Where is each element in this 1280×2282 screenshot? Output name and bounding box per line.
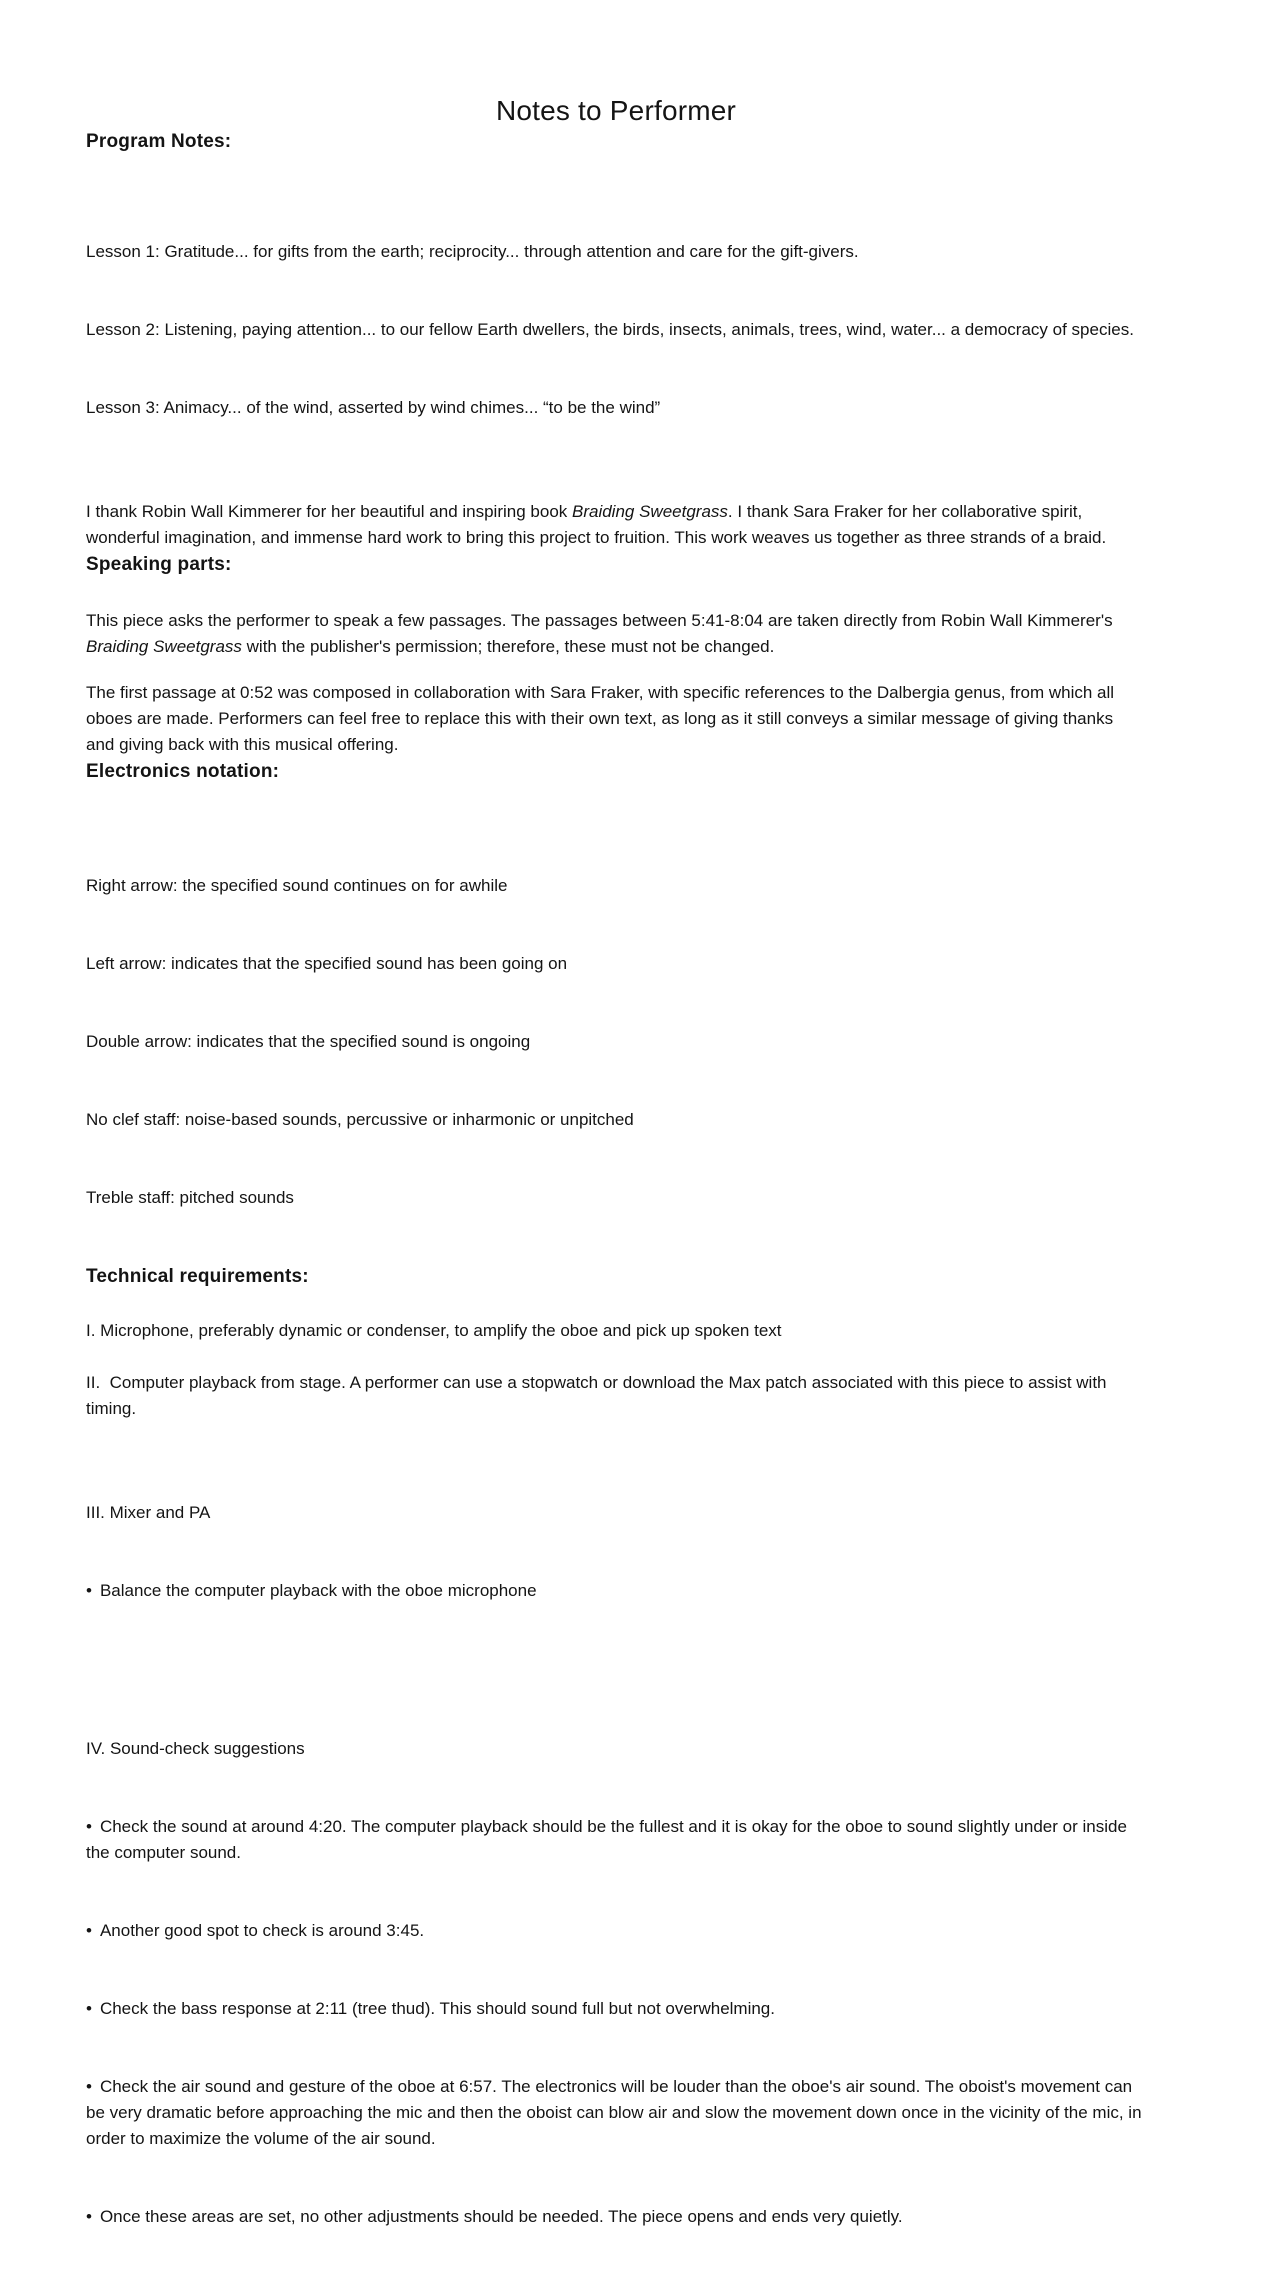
acknowledgement-text-before: I thank Robin Wall Kimmerer for her beautiful and inspiring book (86, 502, 572, 521)
lesson-2-text: Lesson 2: Listening, paying attention... to our fellow Earth dwellers, the birds, insects, animals, trees, wind, water... a democracy of species. (86, 320, 1134, 339)
item-3-bullet-1 (86, 1578, 1146, 1604)
bullet-icon: • (86, 1581, 92, 1600)
item-4-bullet-3-text: Check the bass response at 2:11 (tree thud). This should sound full but not overwhelming. (99, 1999, 775, 2018)
notation-line-double-arrow: Double arrow: indicates that the specified sound is ongoing (86, 1032, 531, 1051)
requirement-item-4-group (86, 1684, 1146, 2282)
bullet-icon: • (86, 2077, 92, 2096)
section-electronics-notation (86, 758, 1146, 1263)
item-4-bullet-4-text: Check the air sound and gesture of the oboe at 6:57. The electronics will be louder than the oboe's air sound. The oboist's movement can be very dramatic before approaching the mic and then the oboist can blow air and slow the movement down once in the vicinity of the mic, in order to maximize the volume of the air sound. (86, 2077, 1147, 2148)
section-program-notes (86, 128, 1146, 551)
bullet-icon: • (86, 1817, 92, 1836)
item-3-bullet-1-text: Balance the computer playback with the oboe microphone (99, 1581, 537, 1600)
electronics-notation-list (86, 821, 1146, 1263)
item-4-bullet-3 (86, 1996, 1146, 2022)
book-title-italic: Braiding Sweetgrass (572, 502, 728, 521)
notation-line-treble-staff: Treble staff: pitched sounds (86, 1188, 294, 1207)
item-4-bullet-2-text: Another good spot to check is around 3:45. (99, 1921, 425, 1940)
bullet-icon: • (86, 1999, 92, 2018)
program-notes-lessons (86, 187, 1146, 473)
item-4-bullet-2 (86, 1918, 1146, 1944)
technical-requirements-heading: Technical requirements: (86, 1266, 309, 1287)
notation-line-no-clef-staff: No clef staff: noise-based sounds, percussive or inharmonic or unpitched (86, 1110, 634, 1129)
requirement-item-4: IV. Sound-check suggestions (86, 1739, 305, 1758)
section-technical-requirements (86, 1263, 1146, 2282)
program-notes-heading: Program Notes: (86, 131, 232, 152)
speaking-parts-heading: Speaking parts: (86, 554, 232, 575)
lesson-1-text: Lesson 1: Gratitude... for gifts from the earth; reciprocity... through attention and care for the gift-givers. (86, 242, 859, 261)
item-4-bullet-5-text: Once these areas are set, no other adjustments should be needed. The piece opens and ends very quietly. (99, 2207, 903, 2226)
passages-text-before: This piece asks the performer to speak a few passages. The passages between 5:41-8:04 are taken directly from Robin Wall Kimmerer's (86, 611, 1118, 630)
acknowledgement-paragraph (86, 499, 1146, 551)
notation-line-left-arrow: Left arrow: indicates that the specified sound has been going on (86, 954, 568, 973)
passages-paragraph (86, 608, 1146, 660)
section-speaking-parts (86, 551, 1146, 758)
item-4-bullet-1-text: Check the sound at around 4:20. The computer playback should be the fullest and it is okay for the oboe to sound slightly under or inside the computer sound. (86, 1817, 1132, 1862)
notation-line-right-arrow: Right arrow: the specified sound continues on for awhile (86, 876, 508, 895)
book-title-italic: Braiding Sweetgrass (86, 637, 242, 656)
first-passage-paragraph: The first passage at 0:52 was composed in collaboration with Sara Fraker, with specific references to the Dalbergia genus, from which all oboes are made. Performers can feel free to replace this with their own text, as long as it still conveys a similar message of giving thanks and giving back with this musical offering. (86, 683, 1119, 754)
item-4-bullet-4 (86, 2074, 1146, 2152)
electronics-notation-heading: Electronics notation: (86, 761, 280, 782)
page-title: Notes to Performer (495, 95, 737, 126)
requirement-item-1: I. Microphone, preferably dynamic or condenser, to amplify the oboe and pick up spoken text (86, 1321, 782, 1340)
requirement-item-2: II. Computer playback from stage. A performer can use a stopwatch or download the Max patch associated with this piece to assist with timing. (86, 1373, 1112, 1418)
item-4-bullet-1 (86, 1814, 1146, 1866)
acknowledgement-text-after: . I thank Sara Fraker for her collaborative spirit, wonderful imagination, and immense hard work to bring this project to fruition. This work weaves us together as three strands of a braid. (86, 502, 1107, 547)
bullet-icon: • (86, 1921, 92, 1940)
requirement-item-3: III. Mixer and PA (86, 1503, 211, 1522)
passages-text-after: with the publisher's permission; therefore, these must not be changed. (241, 637, 775, 656)
lesson-3-text: Lesson 3: Animacy... of the wind, asserted by wind chimes... “to be the wind” (86, 398, 661, 417)
bullet-icon: • (86, 2207, 92, 2226)
item-4-bullet-5 (86, 2204, 1146, 2230)
requirement-item-3-group (86, 1448, 1146, 1656)
